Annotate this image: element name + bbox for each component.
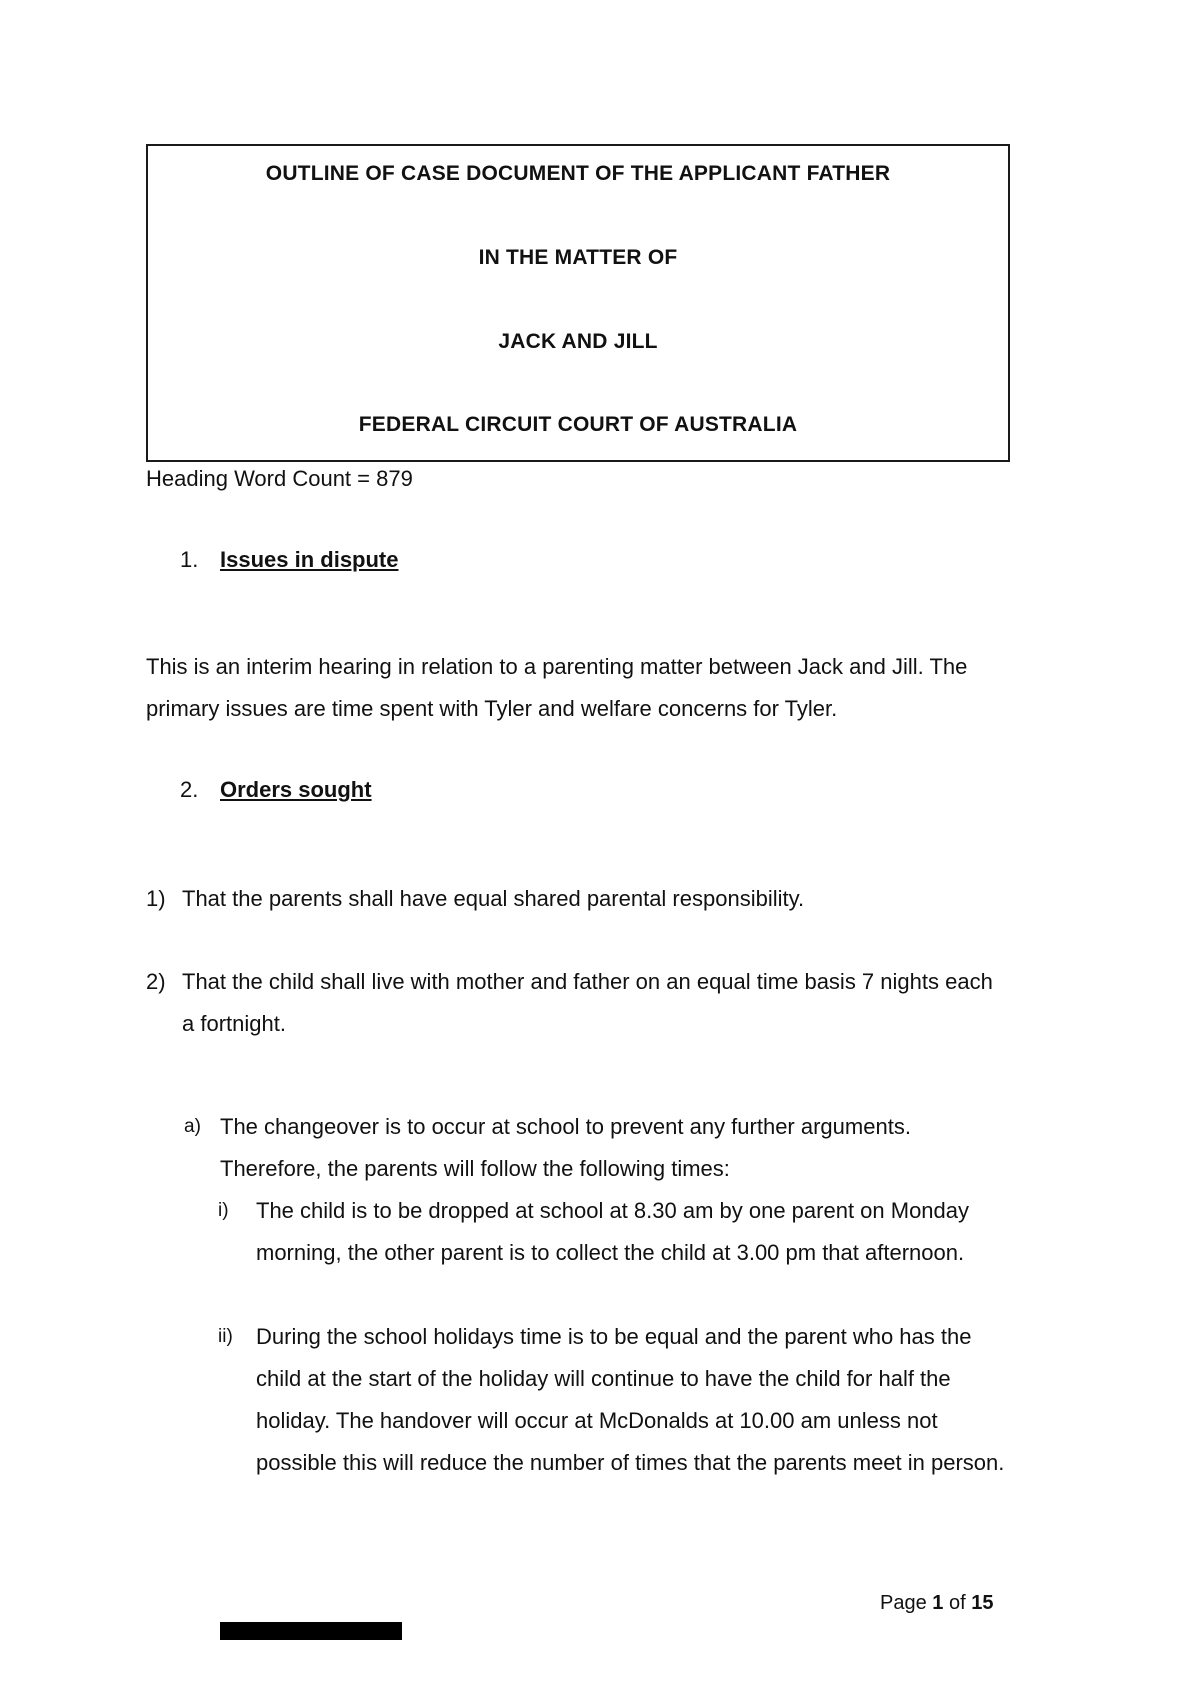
section-number: 2. bbox=[180, 777, 199, 802]
sub-order-text: The changeover is to occur at school to prevent any further arguments. Therefore, the parents will follow the following times: bbox=[220, 1114, 911, 1181]
order-text: That the parents shall have equal shared parental responsibility. bbox=[182, 886, 805, 911]
section-title: Issues in dispute bbox=[220, 547, 399, 572]
document-title: OUTLINE OF CASE DOCUMENT OF THE APPLICANT FATHER bbox=[265, 162, 891, 185]
court-name: FEDERAL CIRCUIT COURT OF AUSTRALIA bbox=[358, 413, 798, 436]
issues-paragraph: This is an interim hearing in relation to a parenting matter between Jack and Jill. The primary issues are time spent with Tyler and welfare concerns for Tyler. bbox=[146, 654, 968, 721]
sub-order-marker: ii) bbox=[218, 1326, 233, 1347]
sub-order-marker: a) bbox=[184, 1116, 201, 1137]
current-page: 1 bbox=[932, 1592, 944, 1614]
word-count: Heading Word Count = 879 bbox=[146, 466, 413, 491]
title-box bbox=[146, 144, 1010, 462]
total-pages: 15 bbox=[971, 1592, 994, 1614]
order-item bbox=[146, 961, 1016, 1045]
sub-order-text: The child is to be dropped at school at 8.30 am by one parent on Monday morning, the other parent is to collect the child at 3.00 pm that afternoon. bbox=[256, 1198, 970, 1265]
matter-label: IN THE MATTER OF bbox=[478, 246, 678, 269]
section-title: Orders sought bbox=[220, 777, 372, 802]
sub-order-i bbox=[218, 1190, 1018, 1316]
page-number bbox=[880, 1592, 993, 1615]
order-item bbox=[146, 878, 1016, 920]
section-heading-issues bbox=[180, 547, 399, 573]
sub-order-text: During the school holidays time is to be equal and the parent who has the child at the start of the holiday will continue to have the child for half the holiday. The handover will occur at McDonalds at 10.00 am unless not possible this will reduce the number of times that the parents meet in person. bbox=[256, 1324, 1005, 1475]
section-number: 1. bbox=[180, 547, 199, 572]
sub-order-marker: i) bbox=[218, 1200, 229, 1221]
page-label: Page bbox=[880, 1592, 927, 1614]
redaction-bar bbox=[220, 1622, 402, 1640]
sub-order-a bbox=[184, 1106, 1014, 1190]
of-label: of bbox=[948, 1592, 966, 1614]
party-names: JACK AND JILL bbox=[498, 330, 658, 353]
order-marker: 2) bbox=[146, 969, 166, 994]
sub-order-ii bbox=[218, 1316, 1018, 1526]
order-text: That the child shall live with mother and father on an equal time basis 7 nights each a fortnight. bbox=[182, 969, 993, 1036]
order-marker: 1) bbox=[146, 886, 166, 911]
section-heading-orders bbox=[180, 777, 372, 803]
